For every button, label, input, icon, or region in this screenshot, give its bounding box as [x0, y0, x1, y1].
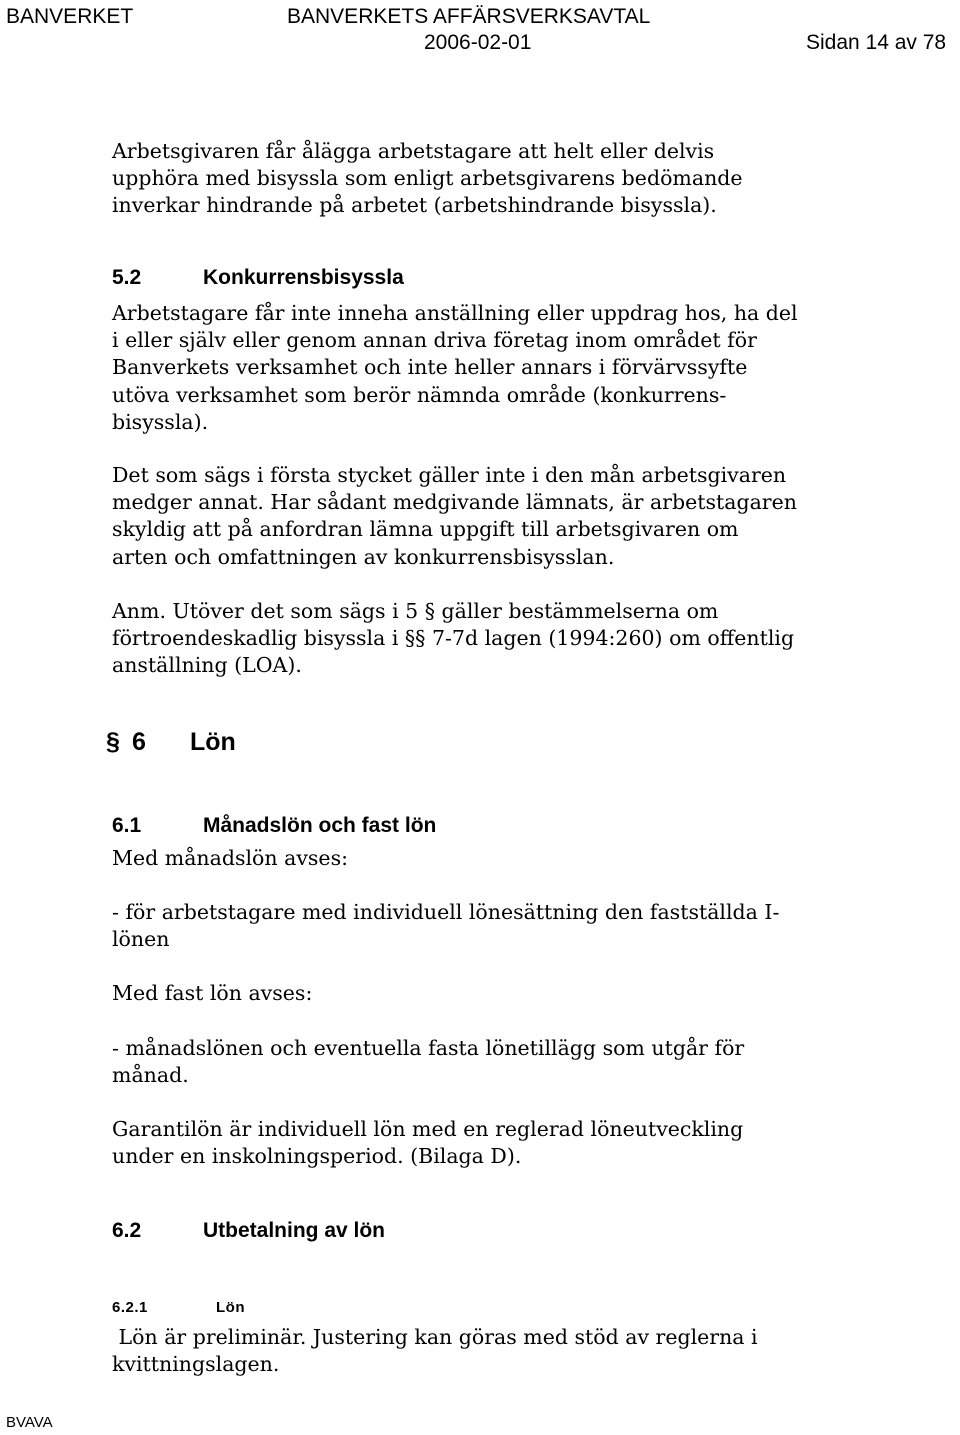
section-6-1-number: 6.1: [112, 814, 142, 837]
text-fast-lon-avses: Med fast lön avses:: [112, 981, 313, 1005]
paragraph-anmarkning: Anm. Utöver det som sägs i 5 § gäller bestämmelserna om förtroendeskadlig bisyssla i §§ 7-7d lagen (1994:260) om offentlig anställning (LOA).: [112, 599, 795, 678]
section-symbol: §: [106, 728, 120, 756]
section-6-number: 6: [132, 728, 146, 756]
section-6-2-1-title: Lön: [216, 1299, 245, 1316]
footer-label: BVAVA: [6, 1414, 53, 1431]
header-document-title: BANVERKETS AFFÄRSVERKSAVTAL: [287, 5, 651, 28]
section-5-2-title: Konkurrensbisyssla: [203, 266, 404, 289]
header-page-number: Sidan 14 av 78: [806, 31, 947, 54]
list-item-fast-lon: - månadslönen och eventuella fasta lönetillägg som utgår för månad.: [112, 1036, 745, 1088]
header-org: BANVERKET: [6, 5, 134, 28]
header-date: 2006-02-01: [424, 31, 532, 54]
list-item-manadslon: - för arbetstagare med individuell lönesättning den fastställda I- lönen: [112, 900, 780, 952]
section-6-1-title: Månadslön och fast lön: [203, 814, 437, 837]
paragraph-garantilon: Garantilön är individuell lön med en reglerad löneutveckling under en inskolningsperiod. (Bilaga D).: [112, 1117, 744, 1169]
text-manadslon-avses: Med månadslön avses:: [112, 846, 348, 870]
paragraph-medgivande: Det som sägs i första stycket gäller inte i den mån arbetsgivaren medger annat. Har sådant medgivande lämnats, är arbetstagaren skyldig att på anfordran lämna uppgift till arbetsgivaren om arten och omfattningen av konkurrensbisysslan.: [112, 463, 797, 569]
section-6-2-title: Utbetalning av lön: [203, 1219, 386, 1242]
paragraph-preliminar-lon: Lön är preliminär. Justering kan göras med stöd av reglerna i kvittningslagen.: [112, 1325, 758, 1377]
section-5-2-number: 5.2: [112, 266, 142, 289]
paragraph-konkurrensbisyssla: Arbetstagare får inte inneha anställning eller uppdrag hos, ha del i eller själv eller genom annan driva företag inom området för Banverkets verksamhet och inte heller annars i förvärvssyfte utöva verksamhet som berör nämnda område (konkurrens- bisyssla).: [112, 301, 798, 434]
paragraph-arbetshindrande-bisyssla: Arbetsgivaren får ålägga arbetstagare att helt eller delvis upphöra med bisyssla som enligt arbetsgivarens bedömande inverkar hindrande på arbetet (arbetshindrande bisyssla).: [112, 139, 743, 218]
section-6-title: Lön: [190, 728, 236, 756]
section-6-2-number: 6.2: [112, 1219, 142, 1242]
section-6-2-1-number: 6.2.1: [112, 1299, 148, 1316]
